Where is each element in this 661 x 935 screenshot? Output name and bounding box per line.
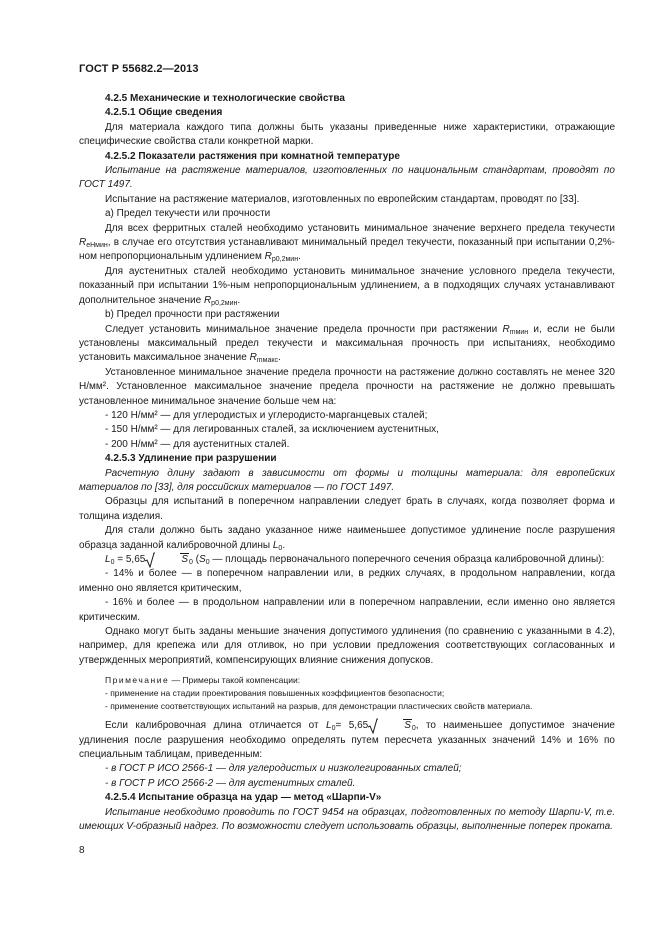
paragraph-gauge-length: Расчетную длину задают в зависимости от формы и толщины материала: для европейских материалов по [33], для российских материалов — по ГОСТ 1497.: [79, 467, 615, 493]
paragraph-strength-text-1: Следует установить минимальное значение предела прочности при растяжении: [105, 323, 503, 335]
paragraph-if-text-1: Если калибровочная длина отличается от: [105, 720, 326, 732]
section-heading-4-2-5-2: 4.2.5.2 Показатели растяжения при комнатной температуре: [105, 150, 400, 162]
square-root-sign: [368, 719, 416, 733]
symbol-subscript: eHмин: [86, 242, 108, 250]
paragraph-elongation: [79, 524, 615, 553]
section-heading-4-2-5: 4.2.5 Механические и технологические свойства: [105, 93, 345, 104]
note-title: — Примеры такой компенсации:: [169, 675, 301, 686]
formula-description: — площадь первоначального поперечного сечения образца калибровочной длины):: [209, 554, 605, 565]
list-item-max-1: - 120 Н/мм² — для углеродистых и углеродисто-марганцевых сталей;: [105, 409, 428, 421]
paragraph-strength: [79, 323, 615, 366]
symbol-l: L: [272, 539, 279, 551]
paragraph-if-gauge-differs: [79, 719, 615, 762]
paragraph-elongation-end: .: [282, 539, 286, 551]
section-heading-4-2-5-1: 4.2.5.1 Общие сведения: [105, 107, 223, 119]
paragraph-test-national: Испытание на растяжение материалов, изготовленных по национальным стандартам, проводят по ГОСТ 1497.: [79, 165, 615, 191]
formula-desc-s-subscript: 0: [205, 559, 210, 566]
paragraph-strength-end: .: [277, 352, 281, 364]
paragraph-austenite: [79, 265, 615, 308]
paragraph-14-percent: - 14% и более — в поперечном направлении или, в редких случаях, в продольном направлении, когда именно оно является критическим,: [79, 568, 615, 594]
note-heading: [105, 674, 615, 687]
paragraph-if-text-2: , то наименьшее допустимое значение удлинения после разрушения необходимо определять путем пересчета указанных значений 14% и 16% по специальным таблицам, приведенным:: [79, 720, 615, 761]
formula-s: S: [181, 554, 188, 565]
radical-icon: [368, 718, 378, 734]
symbol-subscript: p0,2мин: [271, 256, 299, 264]
symbol-subscript: mмакс: [256, 357, 278, 365]
paragraph-samples: Образцы для испытаний в поперечном направлении следует брать в случаях, когда позволяет форма и толщина изделия.: [79, 496, 615, 522]
section-heading-4-2-5-4: 4.2.5.4 Испытание образца на удар — метод «Шарпи-V»: [105, 792, 382, 804]
square-root-sign: [145, 553, 193, 567]
formula-desc-s: S: [199, 554, 206, 565]
symbol-r: R: [502, 323, 510, 335]
note-item-1: - применение на стадии проектирования повышенных коэффициентов безопасности;: [105, 688, 445, 699]
inline-l-subscript: 0: [331, 725, 336, 733]
symbol-subscript: 0: [278, 544, 283, 552]
paragraph-16-percent: - 16% и более — в продольном направлении или в поперечном направлении, если именно оно является критическим.: [79, 597, 615, 623]
list-item-table-2: - в ГОСТ Р ИСО 2566-2 — для аустенитных сталей.: [105, 777, 356, 789]
symbol-r: R: [203, 294, 212, 306]
symbol-subscript: mмин: [509, 328, 529, 336]
paragraph-charpy: Испытание необходимо проводить по ГОСТ 9454 на образцах, подготовленных по методу Шарпи-V, т.е. имеющих V-образный надрез. По возможности следует использовать образцы, выполненные поперек проката.: [79, 806, 615, 833]
formula-l: L: [105, 554, 111, 565]
paragraph-austenite-end: .: [237, 294, 241, 306]
paragraph-smaller-values: Однако могут быть заданы меньшие значения допустимого удлинения (по сравнению с указанными в 4.2), например, для крепежа или для отливок, но при условии предложения соответствующих согласованных и утвержденных мероприятий, компенсирующих влияние снижения допусков.: [79, 626, 615, 666]
symbol-r: R: [264, 251, 272, 263]
paragraph-ferrite: [79, 222, 615, 265]
inline-s: S: [404, 720, 411, 732]
paragraph-strength-text-2: и, если не были установлены максимальный предел текучести и максимальная прочность при испытаниях, необходимо установить максимальное значение: [79, 323, 615, 364]
formula-s-subscript: 0: [189, 559, 193, 566]
formula-coefficient: = 5,65: [114, 554, 146, 565]
paragraph-ferrite-text-2: , в случае его отсутствия устанавливают минимальный предел текучести, показанный при испытании 0,2%-ном непропорциональным удлинением: [79, 237, 615, 263]
list-item-max-2: - 150 Н/мм² — для легированных сталей, за исключением аустенитных,: [105, 424, 439, 436]
formula-l-subscript: 0: [110, 559, 115, 566]
paragraph-min-value: Установленное минимальное значение предела прочности на растяжение должно составлять не менее 320 Н/мм². Установленное максимальное значение предела прочности на растяжение не должно превышать установленное минимальное значение больше чем на:: [79, 366, 615, 407]
item-b-heading: b) Предел прочности при растяжении: [105, 309, 280, 321]
formula-desc-open: (: [192, 554, 200, 565]
symbol-subscript: p0,2мин: [211, 299, 238, 307]
paragraph-elongation-text: Для стали должно быть задано указанное ниже наименьшее допустимое удлинение после разрушения образца заданной калибровочной длины: [79, 525, 615, 551]
paragraph-ferrite-text-1: Для всех ферритных сталей необходимо установить минимальное значение верхнего предела текучести: [105, 222, 615, 234]
note-item-2: - применение соответствующих испытаний на разрыв, для демонстрации пластических свойств материала.: [105, 701, 533, 712]
section-heading-4-2-5-3: 4.2.5.3 Удлинение при разрушении: [105, 453, 277, 465]
symbol-r: R: [79, 237, 87, 249]
page-body: [79, 92, 615, 835]
list-item-table-1: - в ГОСТ Р ИСО 2566-1 — для углеродистых и низколегированных сталей;: [105, 763, 462, 775]
inline-coefficient: = 5,65: [335, 720, 369, 732]
radical-icon: [145, 552, 155, 568]
paragraph-general: Для материала каждого типа должны быть указаны приведенные ниже характеристики, отражающие специфические свойства стали конкретной марки.: [79, 121, 615, 148]
document-header: ГОСТ Р 55682.2—2013: [79, 63, 199, 75]
note-label: Примечание: [105, 675, 170, 686]
inline-l: L: [326, 720, 332, 732]
note-block: [105, 674, 615, 713]
symbol-r: R: [249, 352, 257, 364]
list-item-max-3: - 200 Н/мм² — для аустенитных сталей.: [105, 438, 290, 450]
paragraph-ferrite-end: .: [298, 251, 301, 263]
paragraph-austenite-text: Для аустенитных сталей необходимо установить минимальное значение условного предела текучести, показанный при испытании 1%-ным непропорциональным удлинением, а в подходящих случаях устанавливают дополнительное значение: [79, 265, 615, 306]
page-number: 8: [79, 845, 85, 856]
paragraph-test-european: Испытание на растяжение материалов, изготовленных по европейским стандартам, проводят по [33].: [105, 193, 580, 205]
formula-paragraph: [79, 553, 615, 567]
item-a-heading: a) Предел текучести или прочности: [105, 208, 271, 220]
inline-s-subscript: 0: [411, 725, 416, 733]
